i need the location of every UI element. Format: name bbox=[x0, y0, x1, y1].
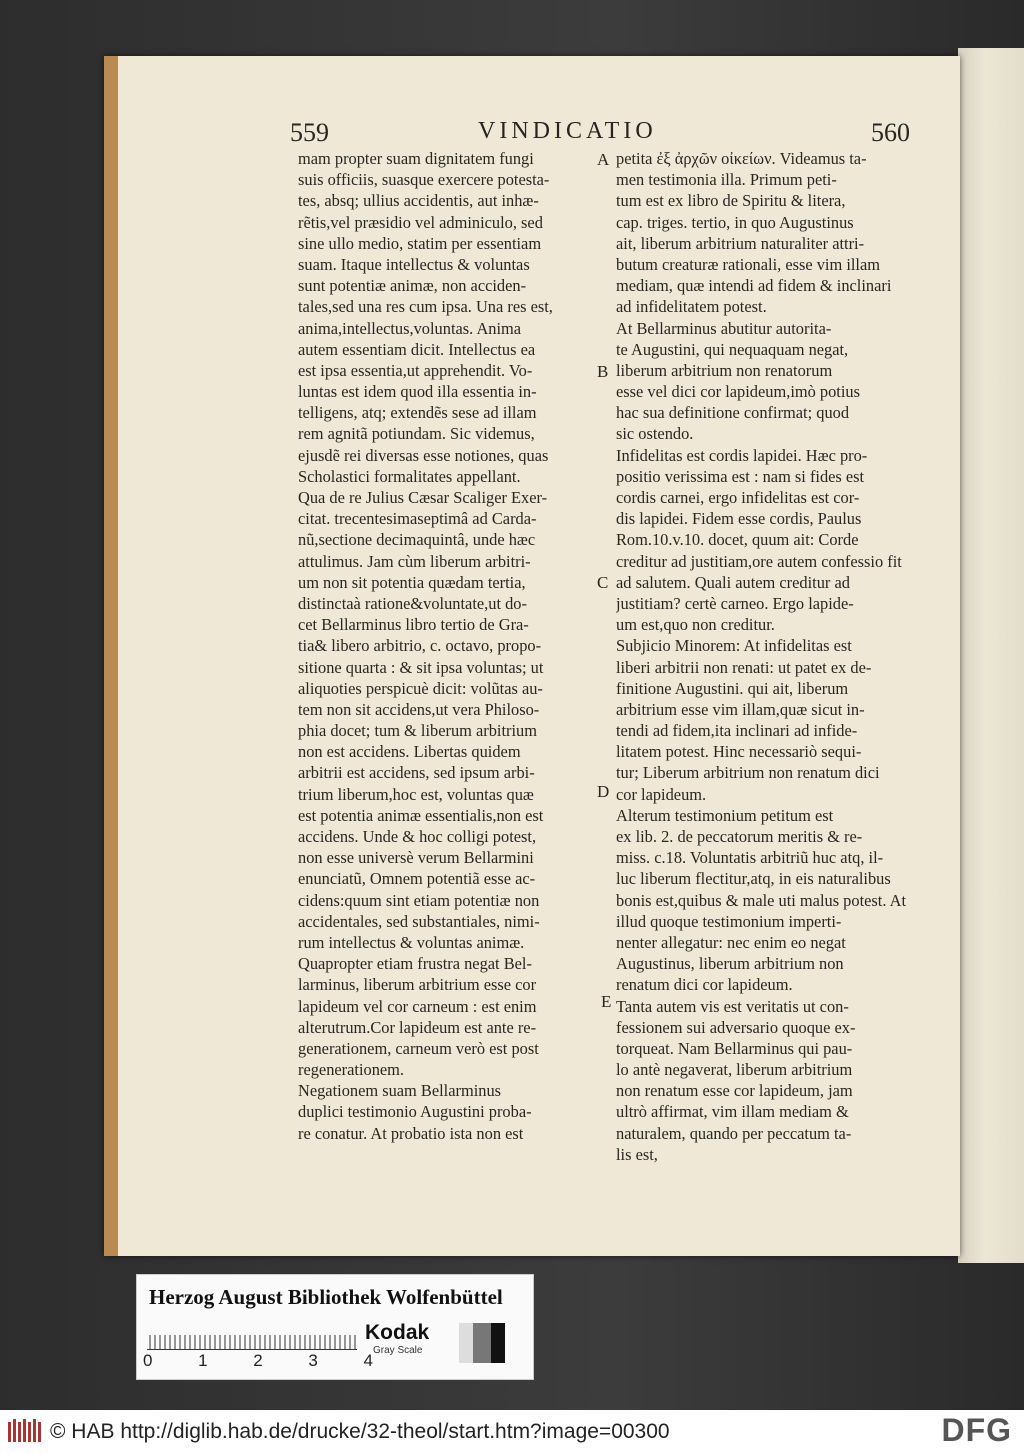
text-line: Negationem suam Bellarminus bbox=[298, 1081, 502, 1101]
text-line: creditur ad justitiam,ore autem confessio fit bbox=[616, 551, 902, 571]
text-line: arbitrii est accidens, sed ipsum arbi- bbox=[298, 763, 535, 783]
running-title: VINDICATIO bbox=[478, 118, 657, 144]
kodak-brand: Kodak bbox=[365, 1321, 430, 1344]
ruler-number: 0 bbox=[143, 1351, 153, 1370]
text-line: enunciatũ, Omnem potentiã esse ac- bbox=[298, 869, 536, 889]
text-line: Quapropter etiam frustra negat Bel- bbox=[298, 954, 532, 974]
text-line: Augustinus, liberum arbitrium non bbox=[616, 954, 844, 974]
text-line: telligens, atq; extendẽs sese ad illam bbox=[298, 403, 537, 423]
adjacent-page-edge bbox=[958, 48, 1024, 1263]
text-line: non esse universè verum Bellarmini bbox=[298, 848, 534, 868]
text-line: te Augustini, qui nequaquam negat, bbox=[616, 339, 849, 359]
text-line: hac sua definitione confirmat; quod bbox=[616, 403, 850, 423]
text-line: suam. Itaque intellectus & voluntas bbox=[298, 254, 530, 274]
page-number-left: 559 bbox=[290, 118, 329, 147]
gray-swatch-dark bbox=[491, 1323, 505, 1363]
text-line: ejusdẽ rei diversas esse notiones, quas bbox=[298, 445, 549, 465]
text-line: re conatur. At probatio ista non est bbox=[298, 1123, 524, 1143]
text-line: ait, liberum arbitrium naturaliter attri- bbox=[616, 233, 865, 253]
text-line: duplici testimonio Augustini proba- bbox=[298, 1102, 532, 1122]
text-line: um non sit potentia quædam tertia, bbox=[298, 572, 526, 592]
text-line: cidens:quum sint etiam potentiæ non bbox=[298, 890, 540, 910]
text-line: suis officiis, suasque exercere potesta- bbox=[298, 170, 550, 190]
text-line: lo antè negaverat, liberum arbitrium bbox=[616, 1060, 853, 1080]
text-line: non renatum esse cor lapideum, jam bbox=[616, 1081, 853, 1101]
text-line: Infidelitas est cordis lapidei. Hæc pro- bbox=[616, 445, 868, 465]
kodak-subtitle: Gray Scale bbox=[373, 1345, 423, 1356]
ruler-number: 4 bbox=[363, 1351, 373, 1370]
text-line: generationem, carneum verò est post bbox=[298, 1038, 539, 1058]
text-line: tales,sed una res cum ipsa. Una res est, bbox=[298, 297, 553, 317]
text-line: Qua de re Julius Cæsar Scaliger Exer- bbox=[298, 488, 548, 507]
ruler-number: 3 bbox=[308, 1351, 318, 1370]
text-line: arbitrium esse vim illam,quæ sicut in- bbox=[616, 699, 865, 719]
text-line: anima,intellectus,voluntas. Anima bbox=[298, 318, 522, 338]
text-line: autem essentiam dicit. Intellectus ea bbox=[298, 339, 536, 359]
text-line: est ipsa essentia,ut apprehendit. Vo- bbox=[298, 360, 533, 380]
text-line: rum intellectus & voluntas animæ. bbox=[298, 932, 525, 952]
text-line: cordis carnei, ergo infidelitas est cor- bbox=[616, 488, 860, 507]
text-line: fessionem sui adversario quoque ex- bbox=[616, 1017, 856, 1037]
text-line: lapideum vel cor carneum : est enim bbox=[298, 996, 537, 1016]
text-line: non est accidens. Libertas quidem bbox=[298, 742, 521, 762]
text-line: cet Bellarminus libro tertio de Gra- bbox=[298, 615, 529, 635]
text-line: liberum arbitrium non renatorum bbox=[616, 360, 833, 380]
text-line: rem agnitã potiundam. Sic videmus, bbox=[298, 424, 535, 444]
left-text-column bbox=[298, 148, 600, 1144]
text-line: tur; Liberum arbitrium non renatum dici bbox=[616, 763, 880, 783]
text-line: citat. trecentesimaseptimâ ad Carda- bbox=[298, 509, 537, 529]
text-line: trium liberum,hoc est, voluntas quæ bbox=[298, 784, 534, 804]
text-line: positio verissima est : nam si fides est bbox=[616, 466, 865, 486]
text-line: mam propter suam dignitatem fungi bbox=[298, 149, 534, 168]
text-line: luc liberum flectitur,atq, in eis naturalibus bbox=[616, 869, 891, 889]
library-color-card bbox=[136, 1274, 534, 1380]
text-line: aliquoties perspicuè dicit: volũtas au- bbox=[298, 678, 543, 698]
margin-letter-b: B bbox=[597, 362, 609, 381]
text-line: sitione quarta : & sit ipsa voluntas; ut bbox=[298, 657, 544, 677]
text-line: Alterum testimonium petitum est bbox=[616, 805, 834, 825]
gray-swatch-light bbox=[459, 1323, 473, 1363]
text-line: sic ostendo. bbox=[616, 424, 694, 444]
text-line: cor lapideum. bbox=[616, 784, 707, 804]
text-line: alterutrum.Cor lapideum est ante re- bbox=[298, 1017, 537, 1037]
text-line: tes, absq; ullius accidentis, aut inhæ- bbox=[298, 191, 539, 211]
text-line: cap. triges. tertio, in quo Augustinus bbox=[616, 212, 854, 232]
text-line: petita ἐξ ἀρχῶν οἰκείων. Videamus ta- bbox=[616, 149, 867, 168]
margin-letter-a: A bbox=[597, 150, 610, 169]
text-line: ex lib. 2. de peccatorum meritis & re- bbox=[616, 827, 863, 846]
text-line: liberi arbitrii non renati: ut patet ex de- bbox=[616, 657, 872, 677]
text-line: tia& libero arbitrio, c. octavo, propo- bbox=[298, 636, 542, 656]
text-line: luntas est idem quod illa essentia in- bbox=[298, 382, 537, 402]
text-line: accidens. Unde & hoc colligi potest, bbox=[298, 827, 537, 846]
gray-swatch-mid bbox=[473, 1323, 491, 1363]
text-line: lis est, bbox=[616, 1144, 658, 1164]
ruler-numbers bbox=[143, 1351, 373, 1371]
text-line: rẽtis,vel præsidio vel adminiculo, sed bbox=[298, 212, 543, 232]
text-line: Rom.10.v.10. docet, quum ait: Corde bbox=[616, 530, 859, 550]
text-line: Subjicio Minorem: At infidelitas est bbox=[616, 636, 852, 656]
text-line: accidentales, sed substantiales, nimi- bbox=[298, 911, 540, 931]
text-line: butum creaturæ rationali, esse vim illam bbox=[616, 254, 881, 274]
text-line: miss. c.18. Voluntatis arbitriũ huc atq, il- bbox=[616, 848, 884, 868]
margin-letter-c: C bbox=[597, 573, 609, 592]
text-line: tem non sit accidens,ut vera Philoso- bbox=[298, 699, 540, 719]
library-name: Herzog August Bibliothek Wolfenbüttel bbox=[149, 1285, 503, 1309]
text-line: tum est ex libro de Spiritu & litera, bbox=[616, 191, 846, 211]
text-line: mediam, quæ intendi ad fidem & inclinari bbox=[616, 276, 892, 296]
text-line: esse vel dici cor lapideum,imò potius bbox=[616, 382, 860, 402]
page-number-right: 560 bbox=[871, 118, 910, 147]
right-text-column bbox=[616, 148, 906, 1165]
text-line: tendi ad fidem,ita inclinari ad infide- bbox=[616, 721, 858, 741]
ruler-number: 2 bbox=[253, 1351, 263, 1370]
page-header bbox=[290, 118, 910, 148]
text-line: ad salutem. Quali autem creditur ad bbox=[616, 572, 850, 592]
text-line: torqueat. Nam Bellarminus qui pau- bbox=[616, 1038, 853, 1058]
text-line: bonis est,quibus & male uti malus potest. At bbox=[616, 890, 906, 910]
margin-letter-e: E bbox=[601, 992, 612, 1011]
text-line: regenerationem. bbox=[298, 1060, 405, 1080]
text-line: At Bellarminus abutitur autorita- bbox=[616, 318, 832, 338]
text-line: nenter allegatur: nec enim eo negat bbox=[616, 932, 846, 952]
text-line: men testimonia illa. Primum peti- bbox=[616, 170, 837, 190]
text-line: est potentia animæ essentialis,non est bbox=[298, 805, 544, 825]
text-line: phia docet; tum & liberum arbitrium bbox=[298, 721, 537, 741]
text-line: Tanta autem vis est veritatis ut con- bbox=[616, 996, 849, 1016]
text-line: nũ,sectione decimaquintâ, unde hæc bbox=[298, 530, 536, 550]
text-line: naturalem, quando per peccatum ta- bbox=[616, 1123, 852, 1143]
text-line: sunt potentiæ animæ, non acciden- bbox=[298, 276, 527, 296]
text-line: litatem potest. Hinc necessariò sequi- bbox=[616, 742, 862, 762]
text-line: justitiam? certè carneo. Ergo lapide- bbox=[616, 593, 854, 613]
text-line: finitione Augustini. qui ait, liberum bbox=[616, 678, 849, 698]
text-line: attulimus. Jam cùm liberum arbitri- bbox=[298, 551, 531, 571]
ruler-number: 1 bbox=[198, 1351, 208, 1370]
text-line: illud quoque testimonium imperti- bbox=[616, 911, 842, 931]
dfg-logo: DFG bbox=[941, 1412, 1012, 1448]
scale-ruler bbox=[147, 1323, 357, 1350]
text-line: ultrò affirmat, vim illam mediam & bbox=[616, 1102, 849, 1122]
text-line: dis lapidei. Fidem esse cordis, Paulus bbox=[616, 509, 862, 529]
text-line: sine ullo medio, statim per essentiam bbox=[298, 233, 542, 253]
text-line: distinctaà ratione&voluntate,ut do- bbox=[298, 593, 527, 613]
text-line: Scholastici formalitates appellant. bbox=[298, 466, 521, 486]
text-line: ad infidelitatem potest. bbox=[616, 297, 767, 317]
margin-letter-d: D bbox=[597, 782, 610, 801]
text-line: renatum dici cor lapideum. bbox=[616, 975, 793, 995]
library-logo-icon bbox=[6, 1416, 44, 1446]
text-line: larminus, liberum arbitrium esse cor bbox=[298, 975, 537, 995]
copyright-url-link[interactable]: © HAB http://diglib.hab.de/drucke/32-theol/start.htm?image=00300 bbox=[50, 1420, 670, 1443]
text-line: um est,quo non creditur. bbox=[616, 615, 775, 635]
